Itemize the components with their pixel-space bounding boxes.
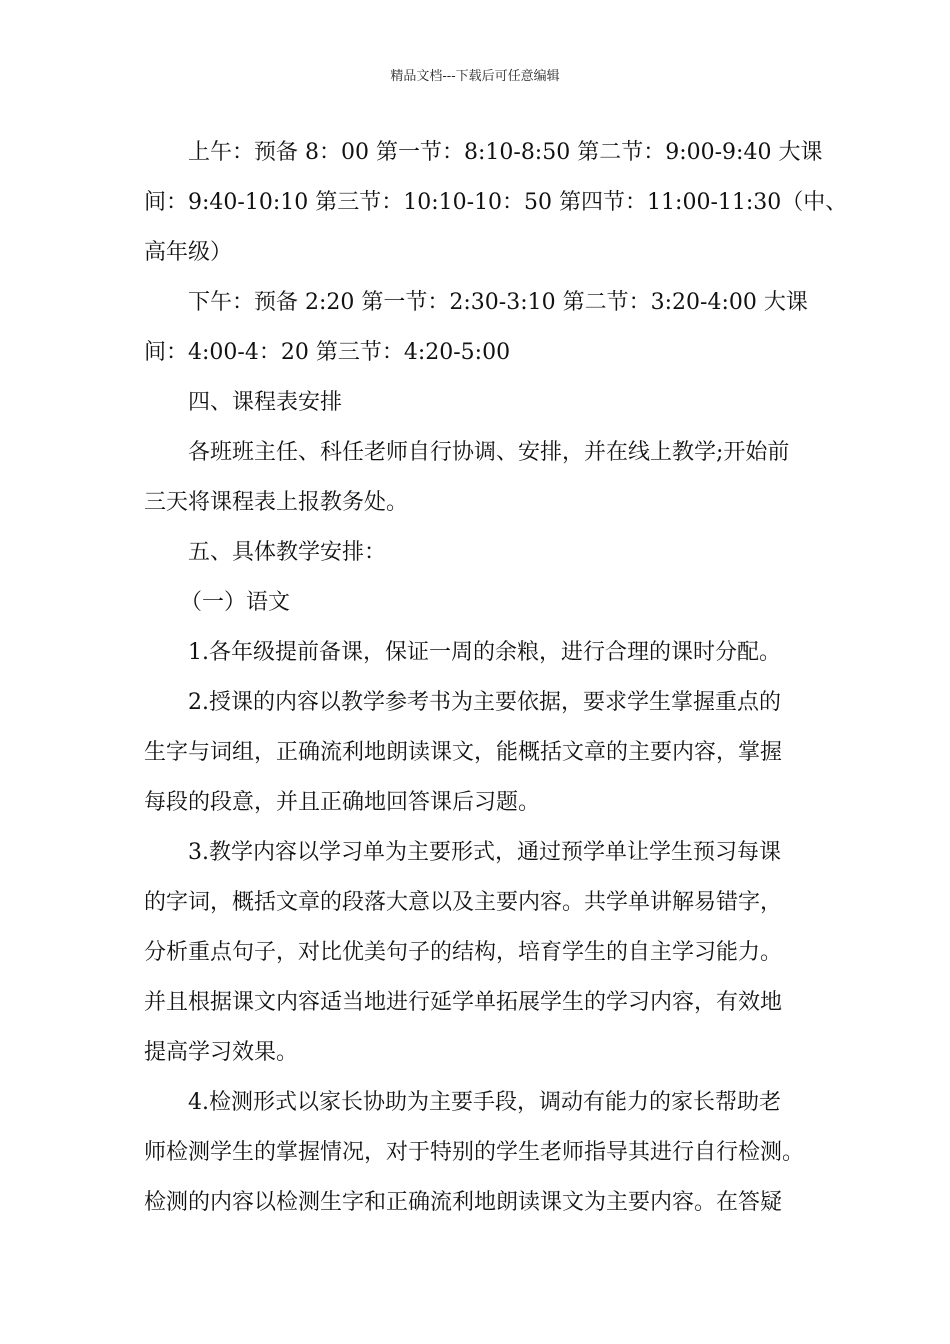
text-line: 高年级） [144, 240, 233, 265]
text-line: 生字与词组，正确流利地朗读课文，能概括文章的主要内容，掌握 [144, 740, 783, 765]
list-item: 2.授课的内容以教学参考书为主要依据，要求学生掌握重点的 [188, 690, 781, 715]
text-line: 上午：预备 8：00 第一节：8:10-8:50 第二节：9:00-9:40 大课 [188, 140, 823, 165]
page-header: 精品文档---下载后可任意编辑 [390, 69, 560, 84]
text-line: 三天将课程表上报教务处。 [144, 490, 409, 515]
text-line: 下午：预备 2:20 第一节：2:30-3:10 第二节：3:20-4:00 大课 [188, 290, 808, 315]
text-line: 间：4:00-4：20 第三节：4:20-5:00 [144, 340, 511, 365]
section-heading: 四、课程表安排 [188, 390, 343, 415]
subsection-heading: （一）语文 [180, 590, 291, 615]
text-line: 的字词，概括文章的段落大意以及主要内容。共学单讲解易错字， [144, 890, 783, 915]
text-line: 并且根据课文内容适当地进行延学单拓展学生的学习内容，有效地 [144, 990, 783, 1015]
list-item: 3.教学内容以学习单为主要形式，通过预学单让学生预习每课 [188, 840, 781, 865]
section-heading: 五、具体教学安排： [188, 540, 387, 565]
list-item: 4.检测形式以家长协助为主要手段，调动有能力的家长帮助老 [188, 1090, 781, 1115]
text-line: 每段的段意，并且正确地回答课后习题。 [144, 790, 541, 815]
text-line: 间：9:40-10:10 第三节：10:10-10：50 第四节：11:00-11:30（中、 [144, 190, 848, 215]
text-line: 提高学习效果。 [144, 1040, 299, 1065]
text-line: 师检测学生的掌握情况，对于特别的学生老师指导其进行自行检测。 [144, 1140, 805, 1165]
document-body [144, 128, 848, 1228]
text-line: 各班班主任、科任老师自行协调、安排，并在线上教学;开始前 [188, 440, 790, 465]
list-item: 1.各年级提前备课，保证一周的余粮，进行合理的课时分配。 [188, 640, 781, 665]
text-line: 检测的内容以检测生字和正确流利地朗读课文为主要内容。在答疑 [144, 1190, 783, 1215]
text-line: 分析重点句子，对比优美句子的结构，培育学生的自主学习能力。 [144, 940, 783, 965]
